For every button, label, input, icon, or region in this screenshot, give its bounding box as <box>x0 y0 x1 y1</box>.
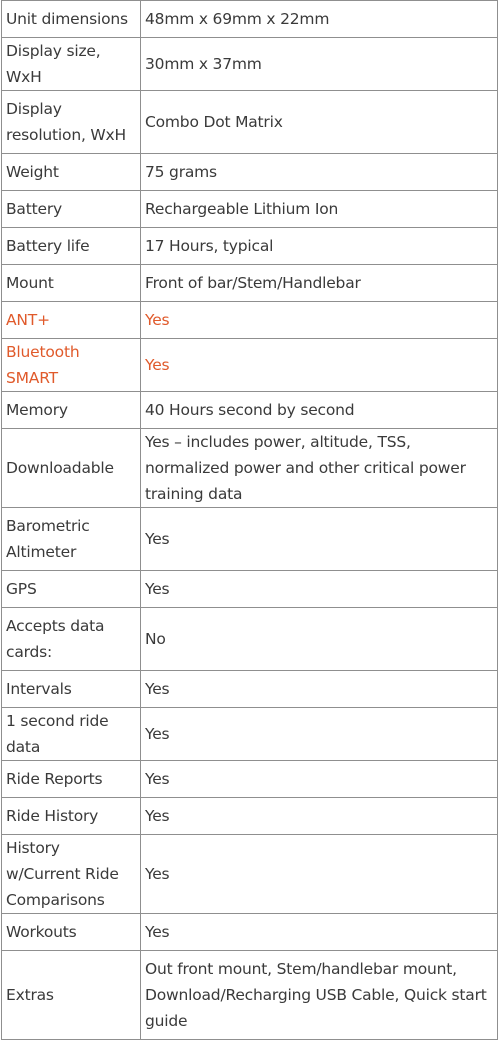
spec-label: Battery <box>2 191 141 228</box>
spec-label: GPS <box>2 571 141 608</box>
spec-label: Memory <box>2 392 141 429</box>
spec-value: 17 Hours, typical <box>141 228 498 265</box>
spec-value: 75 grams <box>141 154 498 191</box>
table-row <box>2 571 498 608</box>
spec-label: Intervals <box>2 671 141 708</box>
spec-value: Yes <box>141 508 498 571</box>
spec-label: Extras <box>2 951 141 1040</box>
spec-value: Yes <box>141 671 498 708</box>
spec-label: Bluetooth SMART <box>2 339 141 392</box>
table-row <box>2 302 498 339</box>
table-row <box>2 708 498 761</box>
table-row <box>2 429 498 508</box>
spec-value: Yes <box>141 571 498 608</box>
spec-value: Rechargeable Lithium Ion <box>141 191 498 228</box>
table-row <box>2 91 498 154</box>
table-row <box>2 38 498 91</box>
table-row <box>2 265 498 302</box>
spec-label: 1 second ride data <box>2 708 141 761</box>
table-row <box>2 1 498 38</box>
spec-label: History w/Current Ride Comparisons <box>2 835 141 914</box>
spec-value: Yes <box>141 339 498 392</box>
spec-label: Barometric Altimeter <box>2 508 141 571</box>
spec-label: Unit dimensions <box>2 1 141 38</box>
spec-value: Yes <box>141 914 498 951</box>
table-row <box>2 154 498 191</box>
spec-value: Yes <box>141 835 498 914</box>
table-row <box>2 191 498 228</box>
spec-label: Ride History <box>2 798 141 835</box>
spec-label: Workouts <box>2 914 141 951</box>
specs-table <box>1 0 498 1040</box>
table-row <box>2 761 498 798</box>
spec-value: 30mm x 37mm <box>141 38 498 91</box>
spec-label: Display size, WxH <box>2 38 141 91</box>
spec-value: 48mm x 69mm x 22mm <box>141 1 498 38</box>
spec-value: Out front mount, Stem/handlebar mount, Download/Recharging USB Cable, Quick start guide <box>141 951 498 1040</box>
table-row <box>2 339 498 392</box>
spec-value: Yes – includes power, altitude, TSS, normalized power and other critical power training data <box>141 429 498 508</box>
table-row <box>2 508 498 571</box>
spec-label: Display resolution, WxH <box>2 91 141 154</box>
spec-value: Yes <box>141 761 498 798</box>
table-row <box>2 914 498 951</box>
spec-value: Yes <box>141 708 498 761</box>
spec-value: Front of bar/Stem/Handlebar <box>141 265 498 302</box>
table-row <box>2 951 498 1040</box>
spec-label: Weight <box>2 154 141 191</box>
table-row <box>2 228 498 265</box>
spec-value: Combo Dot Matrix <box>141 91 498 154</box>
spec-value: Yes <box>141 302 498 339</box>
spec-value: Yes <box>141 798 498 835</box>
table-row <box>2 608 498 671</box>
table-row <box>2 798 498 835</box>
spec-label: Downloadable <box>2 429 141 508</box>
spec-label: Ride Reports <box>2 761 141 798</box>
table-row <box>2 835 498 914</box>
spec-label: Accepts data cards: <box>2 608 141 671</box>
table-row <box>2 392 498 429</box>
spec-value: 40 Hours second by second <box>141 392 498 429</box>
spec-label: Battery life <box>2 228 141 265</box>
table-row <box>2 671 498 708</box>
spec-label: Mount <box>2 265 141 302</box>
spec-label: ANT+ <box>2 302 141 339</box>
spec-value: No <box>141 608 498 671</box>
